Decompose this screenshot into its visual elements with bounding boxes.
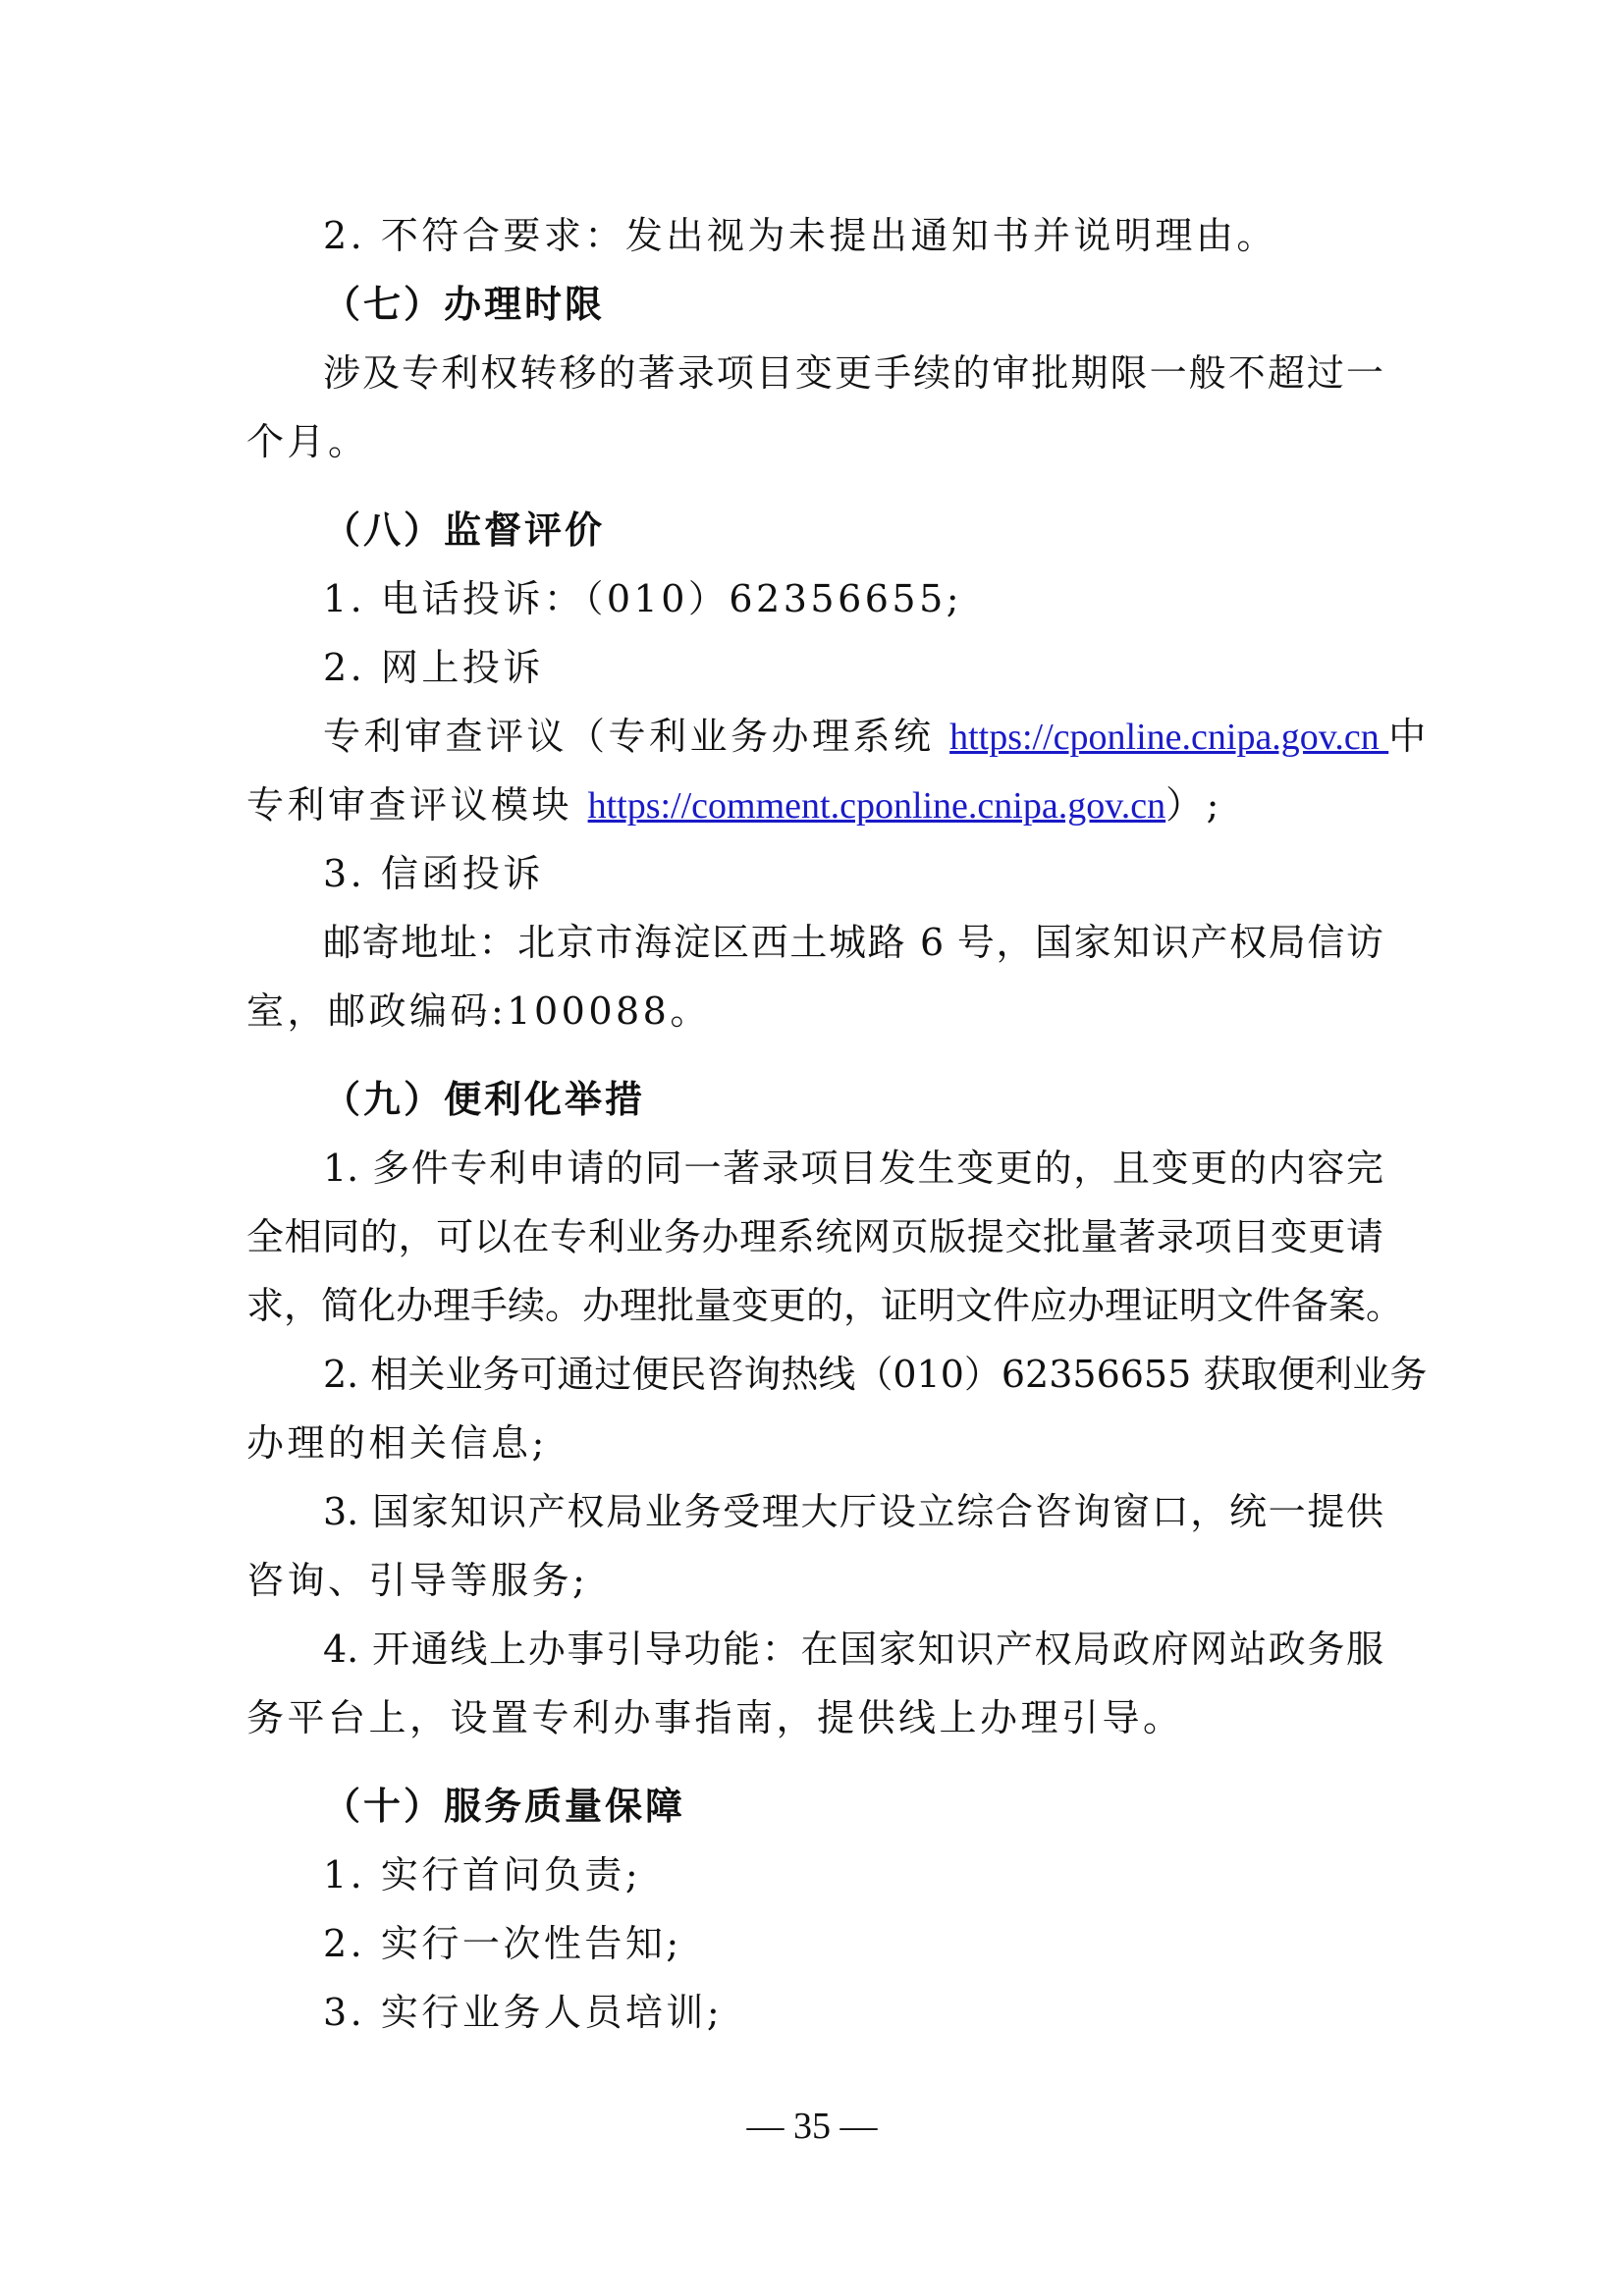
- s9-heading: （九）便利化举措: [323, 1078, 646, 1121]
- review-suffix: ）;: [1165, 783, 1222, 827]
- review-prefix: 专利审查评议（专利业务办理系统: [323, 715, 950, 758]
- s9-p1-line2: 全相同的，可以在专利业务办理系统网页版提交批量著录项目变更请: [246, 1215, 1383, 1258]
- s7-line2: 个月。: [246, 420, 369, 463]
- s9-p4-line1: 4. 开通线上办事引导功能：在国家知识产权局政府网站政务服: [323, 1628, 1383, 1671]
- s9-p1-line1: 1. 多件专利申请的同一著录项目发生变更的，且变更的内容完: [323, 1147, 1383, 1190]
- s9-p2-line1: 2. 相关业务可通过便民咨询热线（010）62356655 获取便利业务: [323, 1353, 1428, 1396]
- s8-item2: 2. 网上投诉: [323, 646, 544, 689]
- s9-p1-line3: 求，简化办理手续。办理批量变更的，证明文件应办理证明文件备案。: [246, 1284, 1404, 1327]
- s8-mail-line1: 邮寄地址：北京市海淀区西土城路 6 号，国家知识产权局信访: [323, 921, 1383, 964]
- s10-item1: 1. 实行首问负责;: [323, 1853, 642, 1896]
- s6-item2: 2. 不符合要求：发出视为未提出通知书并说明理由。: [323, 214, 1277, 257]
- review-mid: 中: [1388, 715, 1430, 758]
- s9-p3-line2: 咨询、引导等服务;: [246, 1559, 589, 1602]
- s10-item3: 3. 实行业务人员培训;: [323, 1991, 724, 2034]
- s9-p4-line2: 务平台上，设置专利办事指南，提供线上办理引导。: [246, 1696, 1184, 1739]
- page-number: — 35 —: [746, 2106, 878, 2147]
- s8-item3: 3. 信函投诉: [323, 852, 544, 895]
- s7-heading: （七）办理时限: [323, 283, 606, 326]
- comment-link[interactable]: https://comment.cponline.cnipa.gov.cn: [587, 785, 1166, 827]
- document-body: [246, 201, 1430, 2047]
- s8-mail-line2: 室，邮政编码:100088。: [246, 989, 711, 1033]
- s8-heading: （八）监督评价: [323, 508, 606, 552]
- s10-item2: 2. 实行一次性告知;: [323, 1922, 682, 1965]
- s9-p3-line1: 3. 国家知识产权局业务受理大厅设立综合咨询窗口，统一提供: [323, 1490, 1383, 1533]
- s8-review-line1: [246, 702, 1430, 771]
- cponline-link[interactable]: https://cponline.cnipa.gov.cn: [949, 717, 1389, 758]
- s8-review-line2: [246, 771, 1383, 839]
- review-line2-prefix: 专利审查评议模块: [246, 783, 588, 827]
- s10-heading: （十）服务质量保障: [323, 1785, 686, 1828]
- s7-line1: 涉及专利权转移的著录项目变更手续的审批期限一般不超过一: [323, 351, 1383, 395]
- s9-p2-line2: 办理的相关信息;: [246, 1421, 548, 1465]
- s8-item1: 1. 电话投诉：（010）62356655;: [323, 577, 963, 620]
